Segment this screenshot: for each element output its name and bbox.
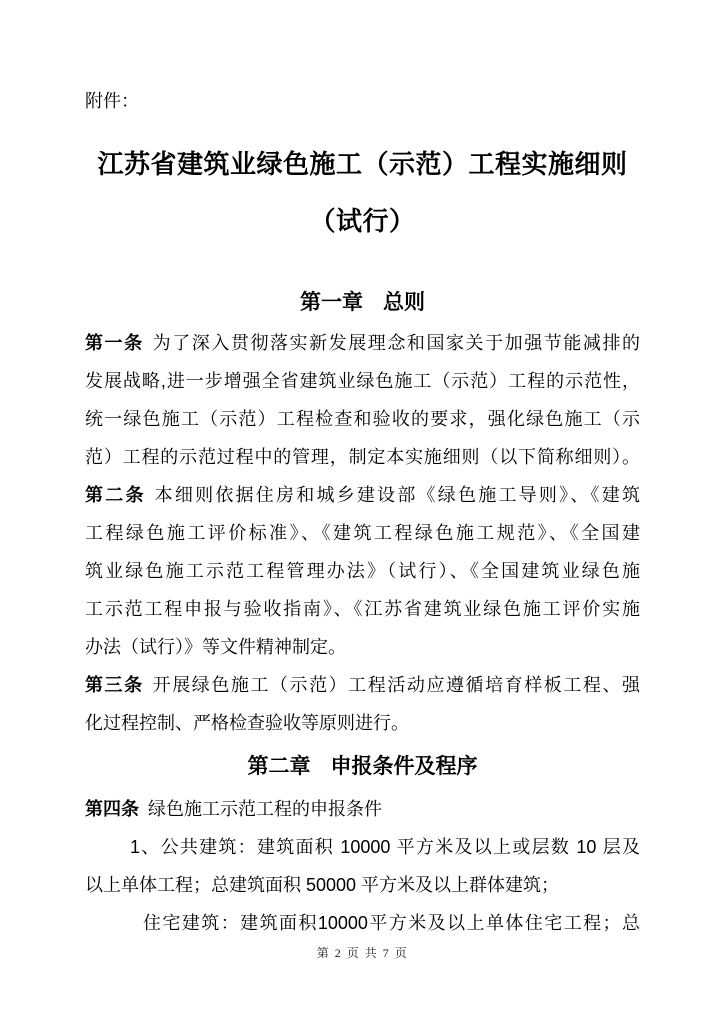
article-3-number: 第三条 [85,675,144,695]
chapter-2-number: 第二章 [247,755,311,778]
body-text [85,324,640,942]
page-number-footer: 第 2 页 共 7 页 [316,946,409,960]
line-text: 开展绿色施工（示范）工程活动应遵循培育样板工程、强 [152,675,641,695]
body-line: 范）工程的示范过程中的管理，制定本实施细则（以下简称细则）。 [85,447,640,467]
line-text: 为了深入贯彻落实新发展理念和国家关于加强节能减排的 [152,333,641,353]
line-text: 本细则依据住房和城乡建设部《绿色施工导则》、《建筑 [154,485,641,505]
body-line [85,790,640,828]
body-line: 1、公共建筑：建筑面积 10000 平方米及以上或层数 10 层及 [130,837,640,857]
line-text: 绿色施工示范工程的申报条件 [148,799,382,819]
body-line [85,324,640,362]
article-4-number: 第四条 [85,799,139,819]
title-line-1: 江苏省建筑业绿色施工（示范）工程实施细则 [97,150,628,179]
body-line: 工程绿色施工评价标准》、《建筑工程绿色施工规范》、《全国建 [85,523,640,543]
body-line: 筑业绿色施工示范工程管理办法》（试行）、《全国建筑业绿色施 [85,561,640,581]
attachment-label: 附件： [85,91,139,111]
chapter-1-number: 第一章 [300,291,363,314]
body-line: 住宅建筑：建筑面积10000平方米及以上单体住宅工程；总 [143,913,640,933]
body-line: 办法（试行）》等文件精神制定。 [85,637,346,657]
body-line [85,666,640,704]
document-title [85,136,640,250]
chapter-1-title: 总则 [383,291,425,314]
title-line-2: （试行） [309,207,416,236]
body-line [85,476,640,514]
article-1-number: 第一条 [85,333,144,353]
body-line: 工示范工程申报与验收指南》、《江苏省建筑业绿色施工评价实施 [85,599,640,619]
chapter-2-heading [85,754,640,780]
body-line: 化过程控制、严格检查验收等原则进行。 [85,713,409,733]
article-2-number: 第二条 [85,485,146,505]
chapter-2-title: 申报条件及程序 [330,755,478,778]
body-line: 发展战略,进一步增强全省建筑业绿色施工（示范）工程的示范性， [85,371,640,391]
body-line: 统一绿色施工（示范）工程检查和验收的要求，强化绿色施工（示 [85,409,640,429]
body-line: 以上单体工程；总建筑面积 50000 平方米及以上群体建筑； [85,875,560,895]
chapter-1-heading [85,290,640,316]
